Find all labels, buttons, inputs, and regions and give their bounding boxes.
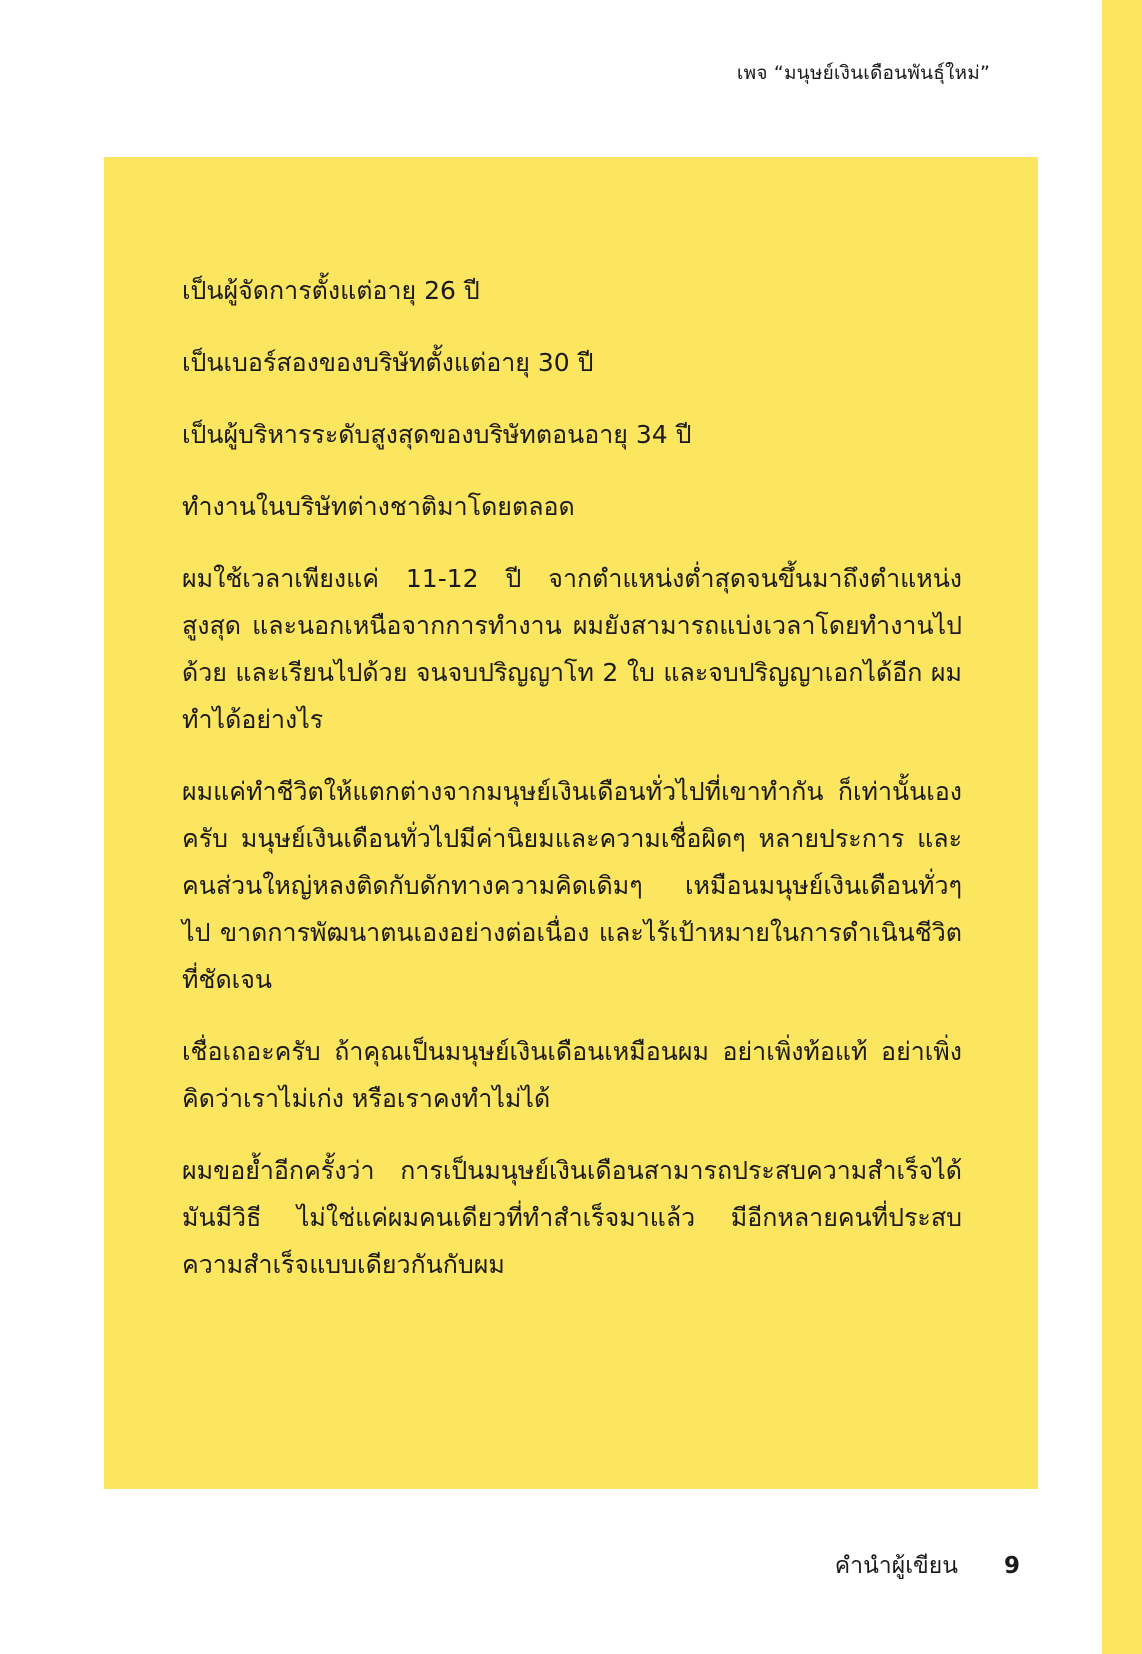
paragraph-4: ทำงานในบริษัทต่างชาติมาโดยตลอด [182, 492, 575, 521]
paragraph-6: ผมแค่ทำชีวิตให้แตกต่างจากมนุษย์เงินเดือนทั่วไปที่เขาทำกัน ก็เท่านั้นเองครับ มนุษย์เงินเดือนทั่วไปมีค่านิยมและความเชื่อผิดๆ หลายประการ และคนส่วนใหญ่หลงติดกับดักทางความคิดเดิมๆ เหมือนมนุษย์เงินเดือนทั่วๆ ไป ขาดการพัฒนาตนเองอย่างต่อเนื่อง และไร้เป้าหมายในการดำเนินชีวิตที่ชัดเจน [182, 777, 962, 994]
paragraph-8: ผมขอย้ำอีกครั้งว่า การเป็นมนุษย์เงินเดือนสามารถประสบความสำเร็จได้ มันมีวิธี ไม่ใช่แค่ผมคนเดียวที่ทำสำเร็จมาแล้ว มีอีกหลายคนที่ประสบความสำเร็จแบบเดียวกันกับผม [182, 1156, 962, 1279]
running-header: เพจ “มนุษย์เงินเดือนพันธุ์ใหม่” [736, 62, 990, 84]
paragraph-2: เป็นเบอร์สองของบริษัทตั้งแต่อายุ 30 ปี [182, 348, 594, 377]
paragraph-7: เชื่อเถอะครับ ถ้าคุณเป็นมนุษย์เงินเดือนเหมือนผม อย่าเพิ่งท้อแท้ อย่าเพิ่งคิดว่าเราไม่เก่ง หรือเราคงทำไม่ได้ [182, 1037, 962, 1113]
footer-section-title: คำนำผู้เขียน [834, 1553, 958, 1579]
side-color-strip [1102, 0, 1142, 1654]
paragraph-5: ผมใช้เวลาเพียงแค่ 11-12 ปี จากตำแหน่งต่ำสุดจนขึ้นมาถึงตำแหน่งสูงสุด และนอกเหนือจากการทำงาน ผมยังสามารถแบ่งเวลาโดยทำงานไปด้วย และเรียนไปด้วย จนจบปริญญาโท 2 ใบ และจบปริญญาเอกได้อีก ผมทำได้อย่างไร [182, 564, 962, 734]
paragraph-1: เป็นผู้จัดการตั้งแต่อายุ 26 ปี [182, 276, 480, 305]
content-box [104, 157, 1038, 1489]
page-footer [835, 1548, 1020, 1584]
page-number: 9 [1003, 1553, 1020, 1579]
paragraph-3: เป็นผู้บริหารระดับสูงสุดของบริษัทตอนอายุ 34 ปี [182, 420, 692, 449]
